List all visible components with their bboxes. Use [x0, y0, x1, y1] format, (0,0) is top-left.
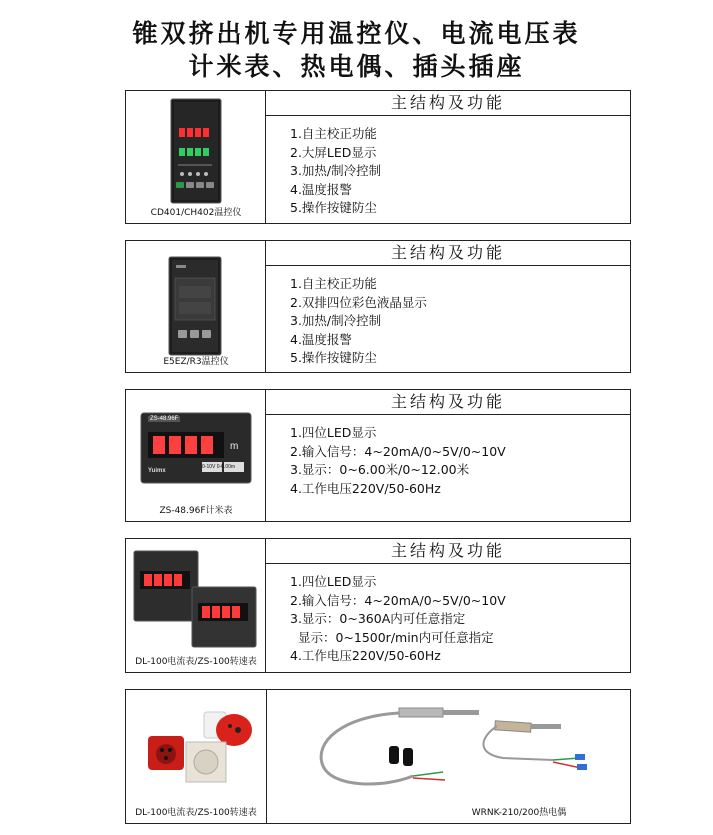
list-item: 1.四位LED显示: [290, 425, 377, 440]
list-item: 1.自主校正功能: [290, 126, 377, 141]
list-item: 3.显示：0~360A内可任意指定: [290, 611, 466, 627]
list-item: 显示：0~1500r/min内可任意指定: [290, 629, 494, 645]
product-panel-e5ez: [125, 240, 631, 373]
list-item: 4.温度报警: [290, 181, 352, 197]
product-image-cell: [126, 390, 266, 521]
section-heading: 主结构及功能: [266, 390, 630, 415]
list-item: 2.输入信号：4~20mA/0~5V/0~10V: [290, 443, 506, 459]
temperature-controller-e5ez-image: [168, 256, 222, 356]
section-heading: 主结构及功能: [266, 539, 630, 564]
product-caption: CD401/CH402温控仪: [150, 208, 242, 218]
industrial-plug-socket-image: [134, 702, 258, 792]
ammeter-tachometer-image: [132, 549, 262, 649]
product-panel-plugs-thermocouples: [125, 689, 631, 824]
list-item: 4.工作电压220V/50-60Hz: [290, 480, 441, 496]
feature-cell: [266, 390, 630, 521]
product-image-cell: [126, 690, 267, 823]
meter-model-label: ZS-48.96F: [150, 416, 179, 422]
list-item: 1.自主校正功能: [290, 276, 377, 291]
list-item: 5.操作按键防尘: [290, 200, 377, 216]
product-caption: ZS-48.96F计米表: [159, 506, 233, 516]
meter-brand-label: Yuimx: [148, 468, 166, 474]
meter-unit-label: m: [230, 441, 239, 452]
list-item: 5.操作按键防尘: [290, 350, 377, 366]
list-item: 3.显示：0~6.00米/0~12.00米: [290, 462, 470, 478]
thermocouple-image: [303, 702, 613, 804]
section-heading: 主结构及功能: [266, 241, 630, 266]
feature-cell: [266, 241, 630, 372]
product-panel-cd401: [125, 90, 631, 224]
product-image-cell: [126, 241, 266, 372]
product-panel-zs4896f: [125, 389, 631, 522]
page-title-line2: 计米表、热电偶、插头插座: [188, 52, 525, 81]
product-caption: E5EZ/R3温控仪: [163, 357, 229, 367]
feature-list: [266, 415, 630, 498]
product-caption: DL-100电流表/ZS-100转速表: [135, 657, 257, 667]
feature-list: [266, 564, 630, 666]
page-title-line1: 锥双挤出机专用温控仪、电流电压表: [132, 19, 581, 48]
temperature-controller-cd401-image: [170, 98, 222, 204]
list-item: 3.加热/制冷控制: [290, 313, 382, 329]
list-item: 1.四位LED显示: [290, 574, 377, 589]
feature-list: [266, 116, 630, 218]
product-image-cell: [126, 91, 266, 223]
list-item: 2.双排四位彩色液晶显示: [290, 294, 427, 310]
list-item: 3.加热/制冷控制: [290, 163, 382, 179]
section-heading: 主结构及功能: [266, 91, 630, 116]
product-caption-right: WRNK-210/200热电偶: [471, 808, 567, 818]
list-item: 4.工作电压220V/50-60Hz: [290, 648, 441, 664]
meter-range-label: 0-10V 0-6.00m: [202, 464, 236, 470]
product-panel-dl100: [125, 538, 631, 673]
list-item: 4.温度报警: [290, 331, 352, 347]
product-image-cell: [126, 539, 266, 672]
feature-list: [266, 266, 630, 368]
feature-cell: [266, 91, 630, 223]
thermocouple-image-cell: [267, 690, 630, 823]
list-item: 2.大屏LED显示: [290, 144, 377, 160]
product-caption-left: DL-100电流表/ZS-100转速表: [135, 808, 257, 818]
feature-cell: [266, 539, 630, 672]
list-item: 2.输入信号：4~20mA/0~5V/0~10V: [290, 592, 506, 608]
